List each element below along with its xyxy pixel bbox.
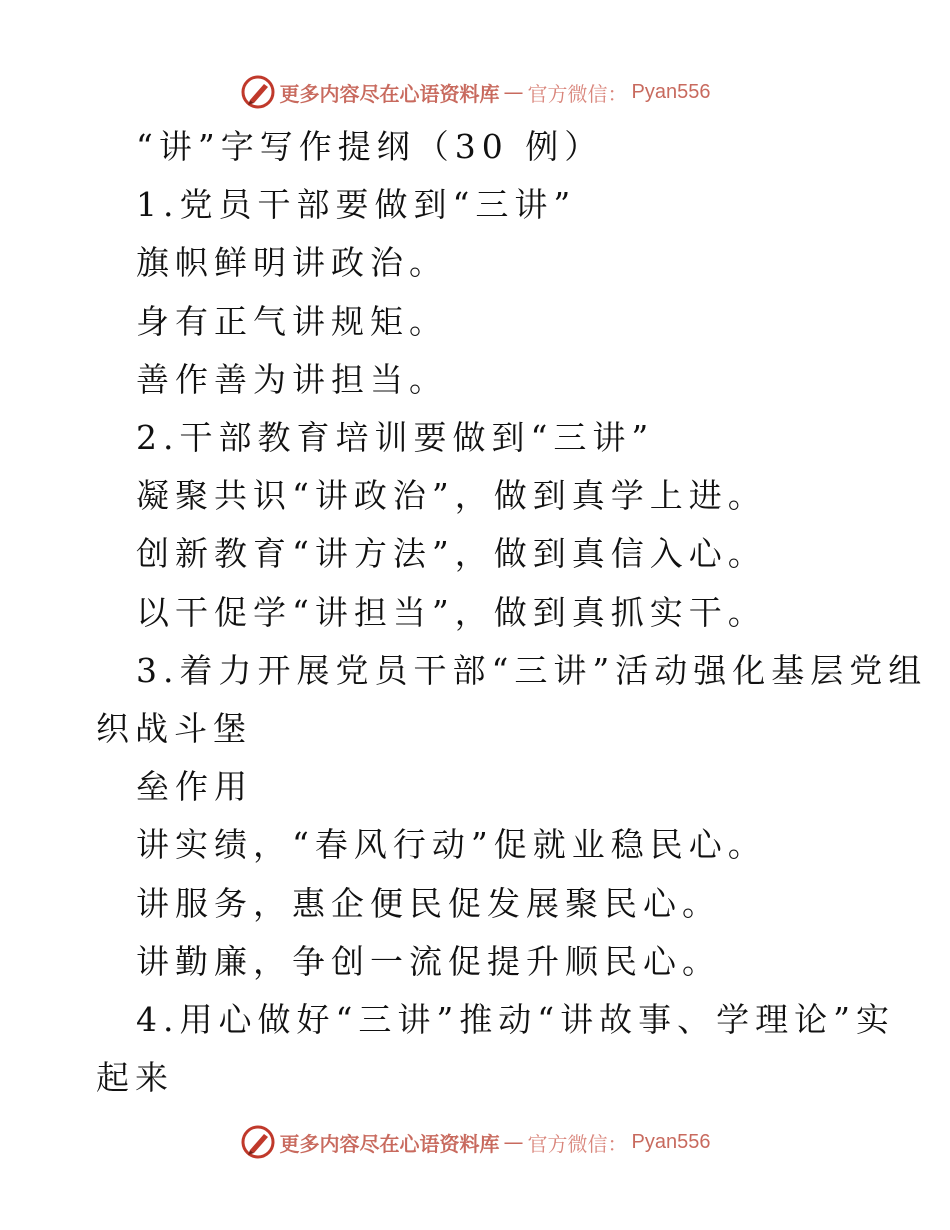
document-line: 讲服务，惠企便民促发展聚民心。	[136, 883, 721, 923]
pen-logo-icon	[240, 74, 276, 110]
document-line: 织战斗堡	[96, 709, 252, 749]
document-body	[96, 118, 928, 1107]
document-line: 起来	[96, 1058, 174, 1098]
document-line: 善作善为讲担当。	[136, 359, 448, 399]
document-line: 3.着力开展党员干部“三讲”活动强化基层党组	[136, 650, 928, 690]
document-line: 2.干部教育培训要做到“三讲”	[136, 418, 655, 458]
watermark-group	[240, 74, 711, 110]
document-line: 1.党员干部要做到“三讲”	[136, 185, 577, 225]
watermark-id: Pyan556	[631, 1130, 711, 1153]
document-line: 旗帜鲜明讲政治。	[136, 243, 448, 283]
watermark-text: 更多内容尽在心语资料库	[279, 1131, 500, 1156]
pen-logo-icon	[240, 1124, 276, 1160]
watermark-id: Pyan556	[631, 80, 711, 103]
document-line: 讲实绩，“春风行动”促就业稳民心。	[136, 825, 767, 865]
header-watermark	[0, 72, 950, 112]
watermark-separator: —	[503, 1130, 524, 1154]
document-line: 创新教育“讲方法”，做到真信入心。	[136, 534, 767, 574]
document-line: 凝聚共识“讲政治”，做到真学上进。	[136, 476, 767, 516]
document-line: “讲”字写作提纲（30 例）	[136, 127, 604, 166]
watermark-separator: —	[503, 80, 524, 104]
document-line: 讲勤廉，争创一流促提升顺民心。	[136, 941, 721, 981]
document-line: 垒作用	[136, 767, 253, 807]
footer-watermark	[0, 1122, 950, 1162]
watermark-text: 更多内容尽在心语资料库	[279, 81, 500, 106]
watermark-group	[240, 1124, 711, 1160]
watermark-official-label: 官方微信：	[527, 81, 628, 106]
document-line: 以干促学“讲担当”，做到真抓实干。	[136, 592, 767, 632]
document-line: 4.用心做好“三讲”推动“讲故事、学理论”实	[136, 1000, 895, 1040]
watermark-official-label: 官方微信：	[527, 1131, 628, 1156]
document-line: 身有正气讲规矩。	[136, 301, 448, 341]
